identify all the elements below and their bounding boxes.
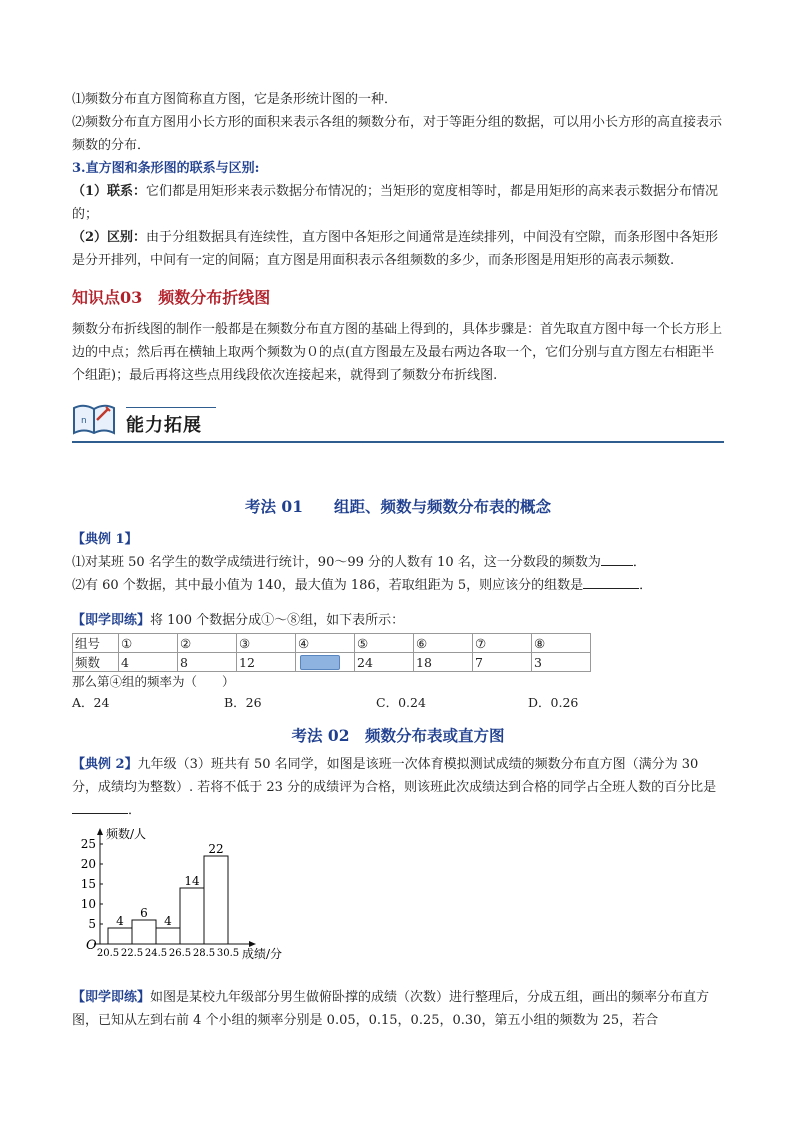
section3-link-paragraph — [72, 180, 724, 226]
y-tick-label: 25 — [80, 837, 96, 851]
origin-label: O — [86, 938, 97, 953]
section3-diff-paragraph — [72, 226, 724, 272]
table-cell: 12 — [237, 653, 296, 672]
table-cell: ⑤ — [355, 634, 414, 653]
intro-point-2: ⑵频数分布直方图用小长方形的面积来表示各组的频数分布，对于等距分组的数据，可以用小长方形的高直接表示频数的分布． — [72, 115, 723, 153]
practice1-paragraph — [72, 609, 724, 632]
table-cell: ⑥ — [414, 634, 473, 653]
answer-blank-3[interactable] — [72, 799, 128, 814]
document-page — [72, 88, 724, 1032]
table-cell: 3 — [532, 653, 591, 672]
example2-text: 九年级（3）班共有 50 名同学，如图是该班一次体育模拟测试成绩的频数分布直方图（满分为 30 分，成绩均为整数）. 若将不低于 23 分的成绩评为合格，则该班此次成绩达到合格的同学占全班人数的百分比是 — [72, 757, 717, 795]
histogram-bar — [204, 856, 228, 944]
x-axis-label: 成绩/分 — [242, 947, 283, 961]
x-tick-label: 28.5 — [192, 948, 216, 959]
y-axis-label: 频数/人 — [106, 828, 147, 841]
svg-text:n: n — [81, 416, 87, 426]
histogram-bar — [156, 928, 180, 944]
q2-end: ． — [639, 578, 653, 593]
example2-paragraph — [72, 753, 724, 822]
banner-title: 能力拓展 — [126, 415, 202, 436]
table-row-freqs — [73, 653, 591, 672]
option-b[interactable]: B．26 — [224, 695, 262, 710]
table-cell: ② — [178, 634, 237, 653]
example1-label: 【典例 1】 — [72, 532, 138, 547]
x-tick-label: 20.5 — [96, 948, 120, 959]
histogram-chart — [72, 828, 724, 968]
practice1-label: 【即学即练】 — [72, 613, 151, 628]
table-cell: 8 — [178, 653, 237, 672]
example2-end: ． — [128, 803, 142, 818]
ability-banner — [72, 397, 724, 443]
histogram-bar — [180, 888, 204, 944]
option-c[interactable]: C．0.24 — [376, 695, 426, 710]
hidden-value-box[interactable] — [300, 655, 340, 670]
answer-options — [72, 692, 724, 714]
book-icon — [72, 400, 116, 436]
table-cell: 组号 — [73, 634, 119, 653]
y-tick-label: 20 — [80, 857, 96, 871]
method1-title: 考法 01 组距、频数与频数分布表的概念 — [245, 497, 551, 516]
answer-blank-2[interactable] — [583, 574, 639, 589]
practice2-paragraph — [72, 986, 724, 1032]
x-tick-label: 26.5 — [168, 948, 192, 959]
bar-value-label: 6 — [140, 906, 148, 920]
practice2-text: 如图是某校九年级部分男生做俯卧撑的成绩（次数）进行整理后，分成五组，画出的频率分布直方图，已知从左到右前 4 个小组的频率分别是 0.05，0.15，0.25，0.30，第五小组的频数为 25，若合 — [72, 990, 710, 1028]
table-cell: ③ — [237, 634, 296, 653]
bar-value-label: 4 — [164, 914, 172, 928]
frequency-table — [72, 633, 591, 672]
example2-label: 【典例 2】 — [72, 757, 138, 772]
bar-value-label: 4 — [116, 914, 124, 928]
y-tick-label: 10 — [80, 897, 96, 911]
table-cell: 频数 — [73, 653, 119, 672]
banner-rule — [72, 441, 724, 443]
q1-text: ⑴对某班 50 名学生的数学成绩进行统计，90～99 分的人数有 10 名，这一分数段的频数为 — [72, 555, 601, 570]
section3-heading: 3.直方图和条形图的联系与区别: — [72, 161, 260, 176]
bar-value-label: 14 — [184, 874, 200, 888]
link-text: 它们都是用矩形来表示数据分布情况的；当矩形的宽度相等时，都是用矩形的高来表示数据分布情况的； — [72, 184, 719, 222]
answer-blank-1[interactable] — [601, 551, 633, 566]
table-cell: 7 — [473, 653, 532, 672]
histogram-svg — [72, 828, 332, 968]
example1-q1 — [72, 551, 724, 574]
table-cell: ④ — [296, 634, 355, 653]
banner-top-line — [126, 407, 216, 408]
practice1-question: 那么第④组的频率为（ ） — [72, 674, 235, 689]
histogram-bar — [108, 928, 132, 944]
method2-title: 考法 02 频数分布表或直方图 — [291, 726, 505, 745]
diff-text: 由于分组数据具有连续性，直方图中各矩形之间通常是连续排列，中间没有空隙，而条形图中各矩形是分开排列，中间有一定的间隔；直方图是用面积表示各组频数的多少，而条形图是用矩形的高表示频数. — [72, 230, 719, 268]
q2-text: ⑵有 60 个数据，其中最小值为 140，最大值为 186，若取组距为 5，则应该分的组数是 — [72, 578, 584, 593]
x-tick-label: 30.5 — [216, 948, 240, 959]
diff-label: （2）区别： — [72, 230, 147, 245]
table-cell: 18 — [414, 653, 473, 672]
y-tick-label: 5 — [88, 917, 96, 931]
table-row-groups — [73, 634, 591, 653]
y-axis-arrow — [97, 828, 103, 835]
bar-value-label: 22 — [208, 842, 224, 856]
x-tick-label: 22.5 — [120, 948, 144, 959]
option-d[interactable]: D．0.26 — [528, 695, 579, 710]
table-cell: ⑧ — [532, 634, 591, 653]
missing-frequency-cell[interactable] — [296, 653, 355, 672]
option-a[interactable]: A．24 — [72, 695, 110, 710]
table-cell: 4 — [119, 653, 178, 672]
example1-q2 — [72, 574, 724, 597]
table-cell: 24 — [355, 653, 414, 672]
table-cell: ① — [119, 634, 178, 653]
link-label: （1）联系： — [72, 184, 147, 199]
histogram-bar — [132, 920, 156, 944]
kp03-text: 频数分布折线图的制作一般都是在频数分布直方图的基础上得到的，具体步骤是：首先取直方图中每一个长方形上边的中点；然后再在横轴上取两个频数为０的点(直方图最左及最右两边各取一个，它们分别与直方图左右相距半个组距)；最后再将这些点用线段依次连接起来，就得到了频数分布折线图. — [72, 322, 723, 383]
intro-point-1: ⑴频数分布直方图简称直方图，它是条形统计图的一种． — [72, 92, 398, 107]
practice2-label: 【即学即练】 — [72, 990, 151, 1005]
x-tick-label: 24.5 — [144, 948, 168, 959]
table-cell: ⑦ — [473, 634, 532, 653]
y-tick-label: 15 — [80, 877, 96, 891]
q1-end: ． — [632, 555, 646, 570]
practice1-text: 将 100 个数据分成①～⑧组，如下表所示： — [150, 613, 405, 628]
kp03-heading: 知识点03 频数分布折线图 — [72, 288, 271, 307]
